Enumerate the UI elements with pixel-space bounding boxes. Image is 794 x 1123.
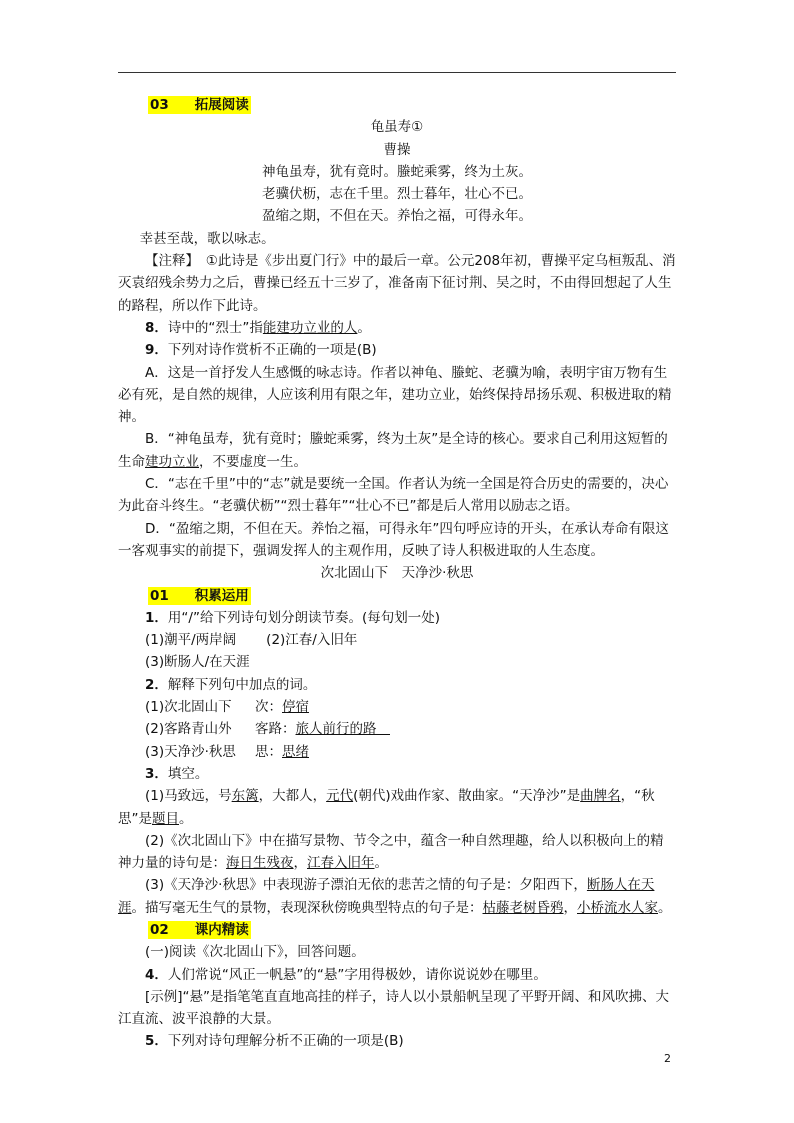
poem-line: 老骥伏枥，志在千里。烈士暮年，壮心不已。 bbox=[262, 186, 532, 203]
answer: 能建功立业的人 bbox=[262, 319, 358, 336]
lesson-title: 次北固山下 天净沙·秋思 bbox=[320, 565, 474, 582]
poem-line: 盈缩之期，不但在天。养怡之福，可得永年。 bbox=[262, 208, 532, 225]
section-heading-01: 01 积累运用 bbox=[150, 587, 249, 604]
question-3-part-2: (2)《次北固山下》中在描写景物、节令之中，蕴含一种自然理趣，给人以积极向上的精神力量的诗句是：海日生残夜，江春入旧年。 bbox=[118, 832, 664, 872]
question-1-items: (1)潮平/两岸阔 (2)江春/入旧年 bbox=[145, 632, 358, 649]
poem-author: 曹操 bbox=[383, 141, 411, 158]
part-heading: (一)阅读《次北固山下》，回答问题。 bbox=[145, 944, 365, 961]
section-heading-02: 02 课内精读 bbox=[150, 921, 249, 938]
option-b: B．“神龟虽寿，犹有竟时；螣蛇乘雾，终为土灰”是全诗的核心。要求自己利用这短暂的生命建功立业，不要虚度一生。 bbox=[118, 431, 668, 470]
question-1: 1．用“/”给下列诗句划分朗读节奏。(每句划一处) bbox=[145, 609, 440, 626]
question-3-part-1: (1)马致远，号东篱，大都人，元代(朝代)戏曲作家、散曲家。“天净沙”是曲牌名，“秋思”是题目。 bbox=[118, 788, 655, 827]
question-2: 2．解释下列句中加点的词。 bbox=[145, 676, 317, 693]
answer: 停宿 bbox=[282, 699, 309, 716]
header-rule bbox=[118, 72, 676, 73]
answer: 建功立业 bbox=[145, 453, 199, 470]
question-4: 4．人们常说“风正一帆悬”的“悬”字用得极妙，请你说说妙在哪里。 bbox=[145, 966, 547, 983]
option-c: C．“志在千里”中的“志”就是要统一全国。作者认为统一全国是符合历史的需要的，决心为此奋斗终生。“老骥伏枥”“烈士暮年”“壮心不已”都是后人常用以励志之语。 bbox=[118, 476, 669, 515]
option-d: D．“盈缩之期，不但在天。养怡之福，可得永年”四句呼应诗的开头，在承认寿命有限这一客观事实的前提下，强调发挥人的主观作用，反映了诗人积极进取的人生态度。 bbox=[118, 520, 669, 559]
question-5: 5．下列对诗句理解分析不正确的一项是(B) bbox=[145, 1033, 404, 1050]
question-9: 9．下列对诗作赏析不正确的一项是(B) bbox=[145, 342, 377, 359]
question-3: 3．填空。 bbox=[145, 765, 209, 782]
answer: 思绪 bbox=[282, 743, 309, 760]
page-content bbox=[118, 94, 676, 1053]
note-paragraph: 【注释】 ①此诗是《步出夏门行》中的最后一章。公元208年初，曹操平定乌桓叛乱、消灭袁绍残余势力之后，曹操已经五十三岁了，准备南下征讨荆、吴之时，不由得回想起了人生的路程，所以作下此诗。 bbox=[118, 253, 676, 314]
question-2-row: (3)天净沙·秋思 思：思绪 bbox=[145, 743, 309, 760]
poem-last-line: 幸甚至哉，歌以咏志。 bbox=[139, 230, 275, 247]
question-4-answer: [示例]“悬”是指笔笔直直地高挂的样子，诗人以小景船帆呈现了平野开阔、和风吹拂、大江直流、波平浪静的大景。 bbox=[118, 988, 670, 1028]
page-number: 2 bbox=[664, 1052, 671, 1065]
question-2-row: (2)客路青山外 客路：旅人前行的路 bbox=[145, 721, 390, 738]
option-a: A．这是一首抒发人生感慨的咏志诗。作者以神龟、螣蛇、老骥为喻，表明宇宙万物有生必有死，是自然的规律，人应该利用有限之年，建功立业，始终保持昂扬乐观、积极进取的精神。 bbox=[118, 364, 672, 426]
question-2-row: (1)次北固山下 次：停宿 bbox=[145, 699, 309, 716]
question-8: 8．诗中的“烈士”指能建功立业的人。 bbox=[145, 319, 371, 336]
poem-title: 龟虽寿① bbox=[370, 119, 424, 136]
poem-line: 神龟虽寿，犹有竟时。螣蛇乘雾，终为土灰。 bbox=[262, 163, 532, 180]
question-3-part-3: (3)《天净沙·秋思》中表现游子漂泊无依的悲苦之情的句子是：夕阳西下，断肠人在天涯。描写毫无生气的景物，表现深秋傍晚典型特点的句子是：枯藤老树昏鸦，小桥流水人家。 bbox=[118, 877, 672, 916]
question-1-item: (3)断肠人/在天涯 bbox=[145, 654, 250, 671]
answer: 旅人前行的路 bbox=[295, 721, 390, 738]
section-heading-03: 03 拓展阅读 bbox=[150, 97, 249, 113]
